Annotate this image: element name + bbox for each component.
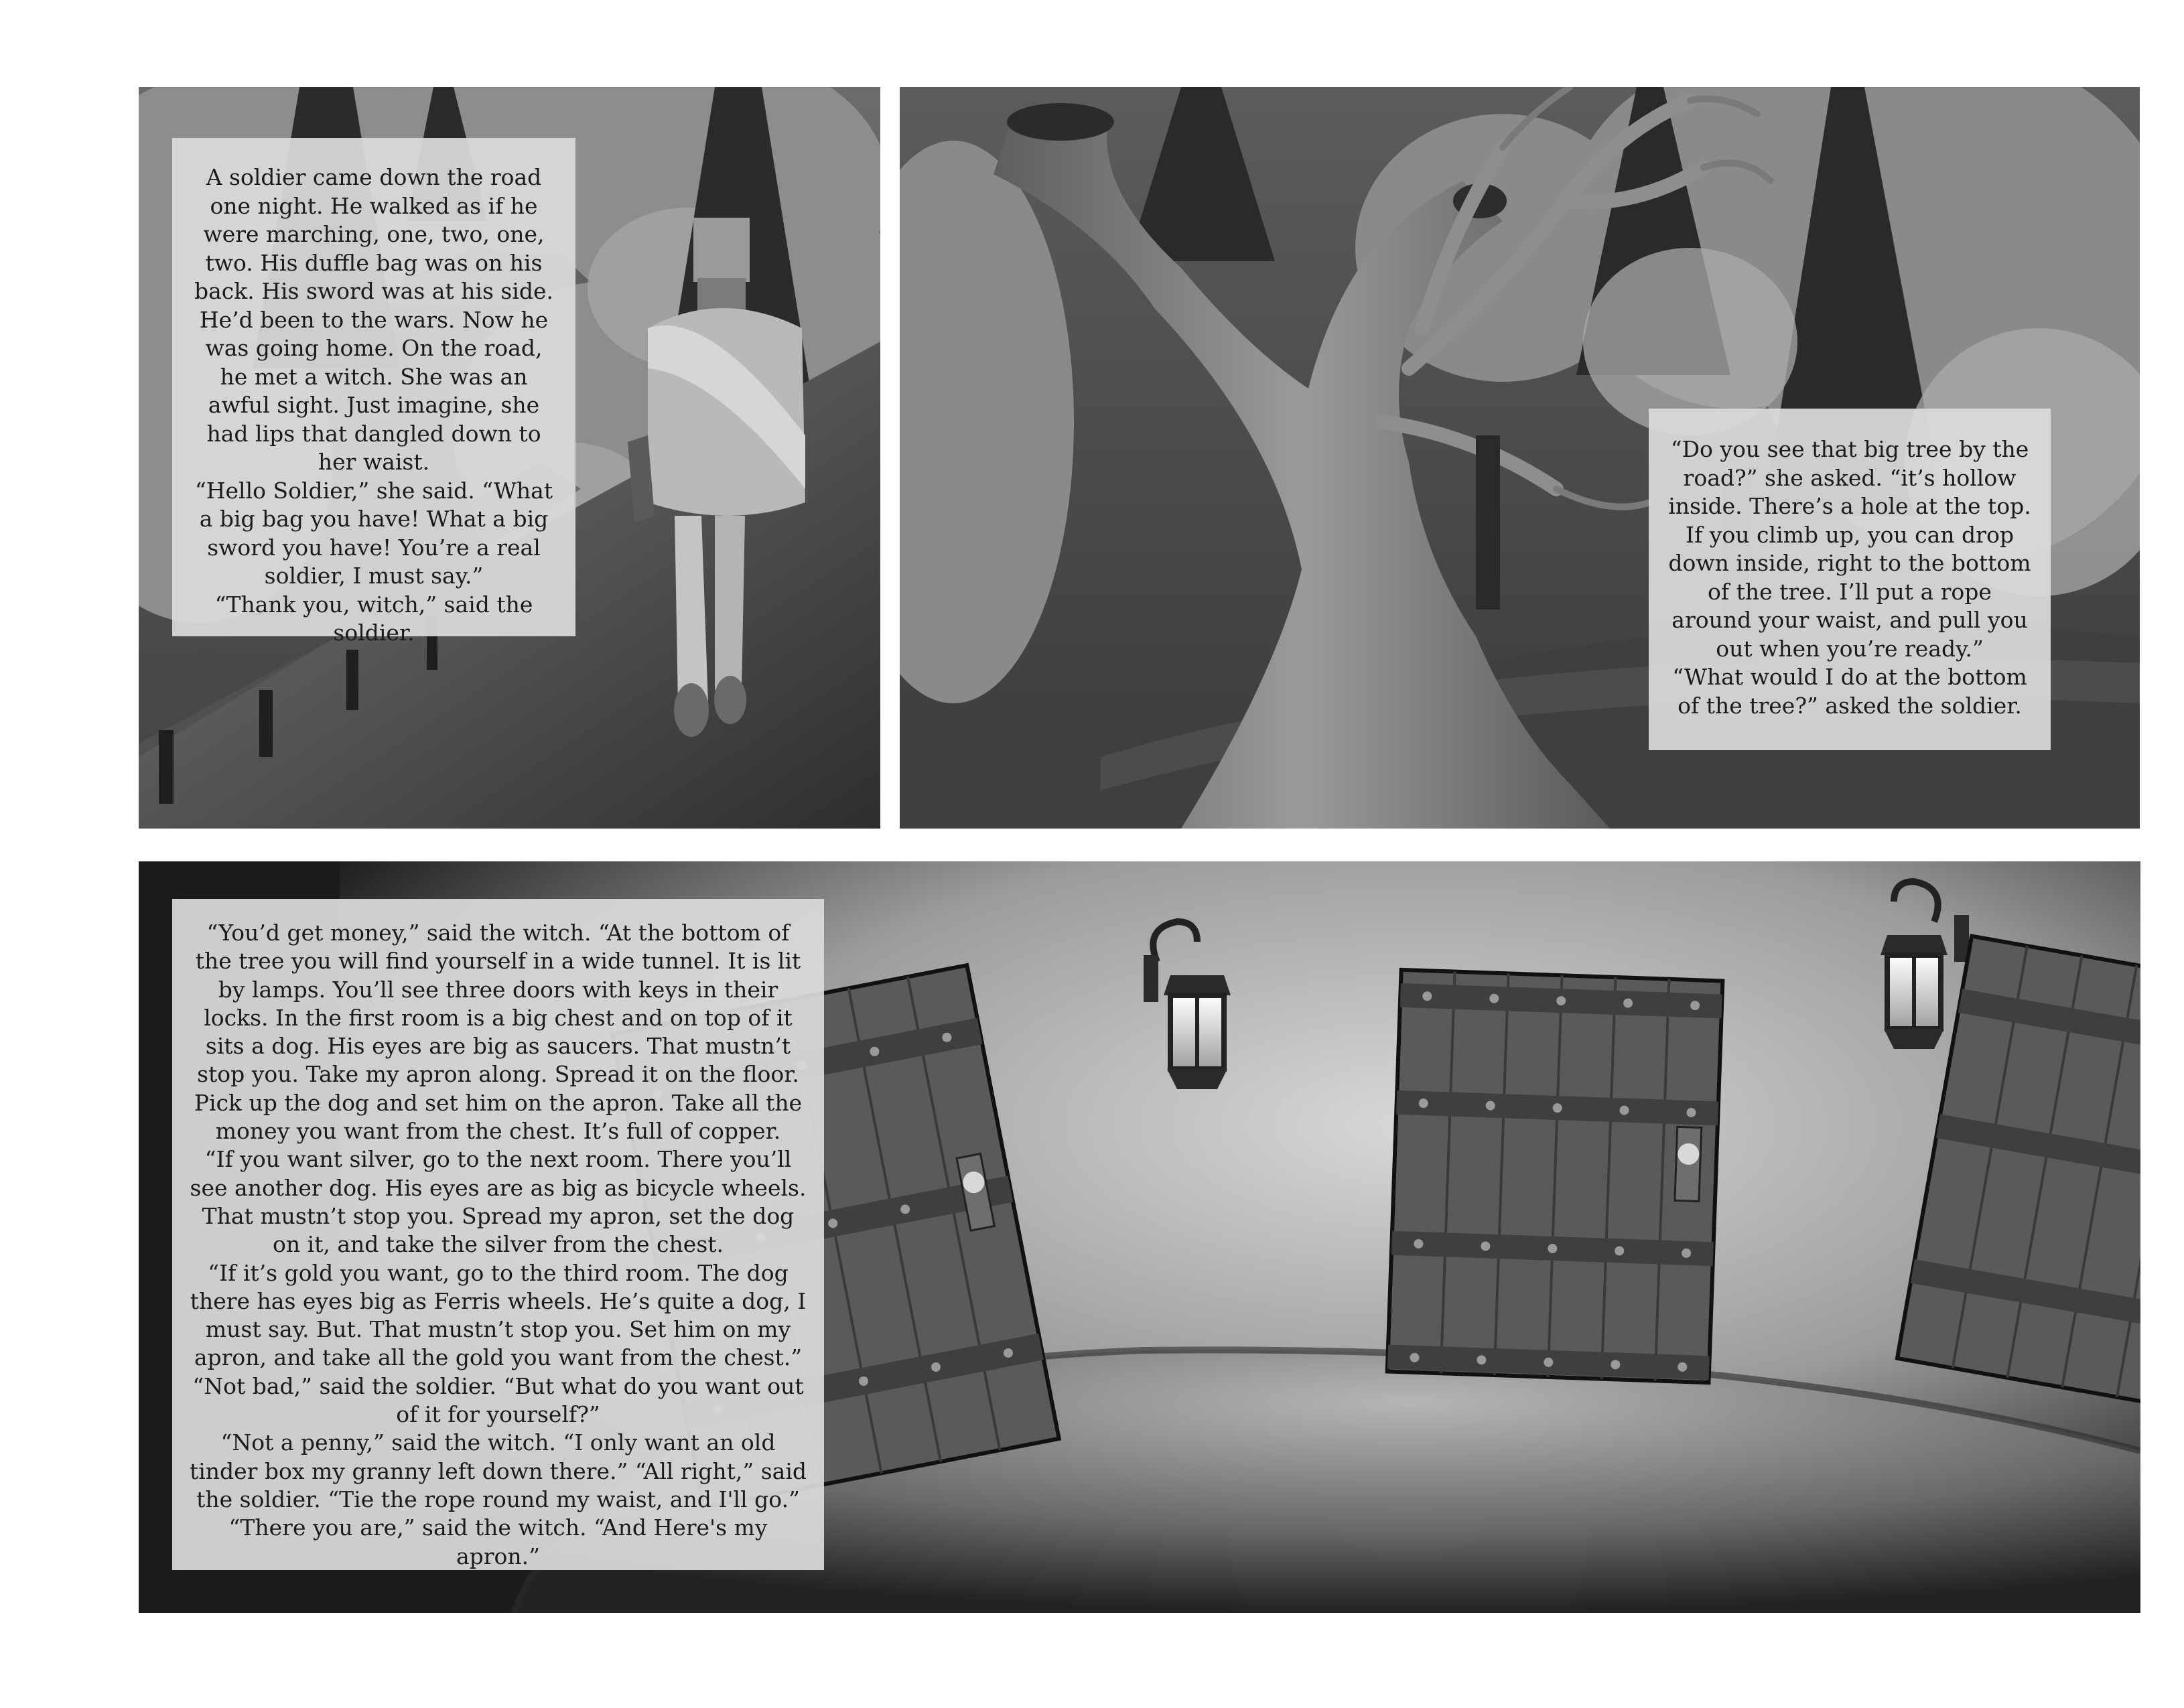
narration-text-3: “You’d get money,” said the witch. “At the bottom of the tree you will find yourself in a wide tunnel. It is lit by lamps. You’ll see three doors with keys in their locks. In the first room is a big chest and on top of it sits a dog. His eyes are big as saucers. That mustn’t stop you. Take my apron along. Spread it on the floor. Pick up the dog and set him on the apron. Take all the money you want from the chest. It’s full of copper. “If you want silver, go to the next room. There you’ll see another dog. His eyes are as big as bicycle wheels. That mustn’t stop you. Spread my apron, set the dog on it, and take the silver from the chest. “If it’s gold you want, go to the third room. The dog there has eyes big as Ferris wheels. He’s quite a dog, I must say. But. That mustn’t stop you. Set him on my apron, and take all the gold you want from the chest.” “Not bad,” said the soldier. “But what do you want out of it for yourself?” “Not a penny,” said the witch. “I only want an old tinder box my granny left down there.” “All right,” said the soldier. “Tie the rope round my waist, and I'll go.” “There you are,” said the witch. “And Here's my apron.” [189,920,807,1569]
panel-hollow-tree [900,87,2140,829]
door-2 [1387,970,1723,1382]
narration-caption-3 [172,899,824,1570]
narration-text-2: “Do you see that big tree by the road?” she asked. “it’s hollow inside. There’s a hole at the top. If you climb up, you can drop down inside, right to the bottom of the tree. I’ll put a rope around your waist, and pull you out when you’re ready.” “What would I do at the bottom of the tree?” asked the soldier. [1668,436,2031,719]
narration-text-1: A soldier came down the road one night. He walked as if he were marching, one, two, one, two. His duffle bag was on his back. His sword was at his side. He’d been to the wars. Now he was going home. On the road, he met a witch. She was an awful sight. Just imagine, she had lips that dangled down to her waist. “Hello Soldier,” she said. “What a big bag you have! What a big sword you have! You’re a real soldier, I must say.” “Thank you, witch,” said the soldier. [194,164,554,646]
narration-caption-2 [1649,409,2051,750]
panel-soldier-road [139,87,880,829]
narration-caption-1 [172,138,575,646]
panel-tunnel-doors [139,861,2140,1613]
